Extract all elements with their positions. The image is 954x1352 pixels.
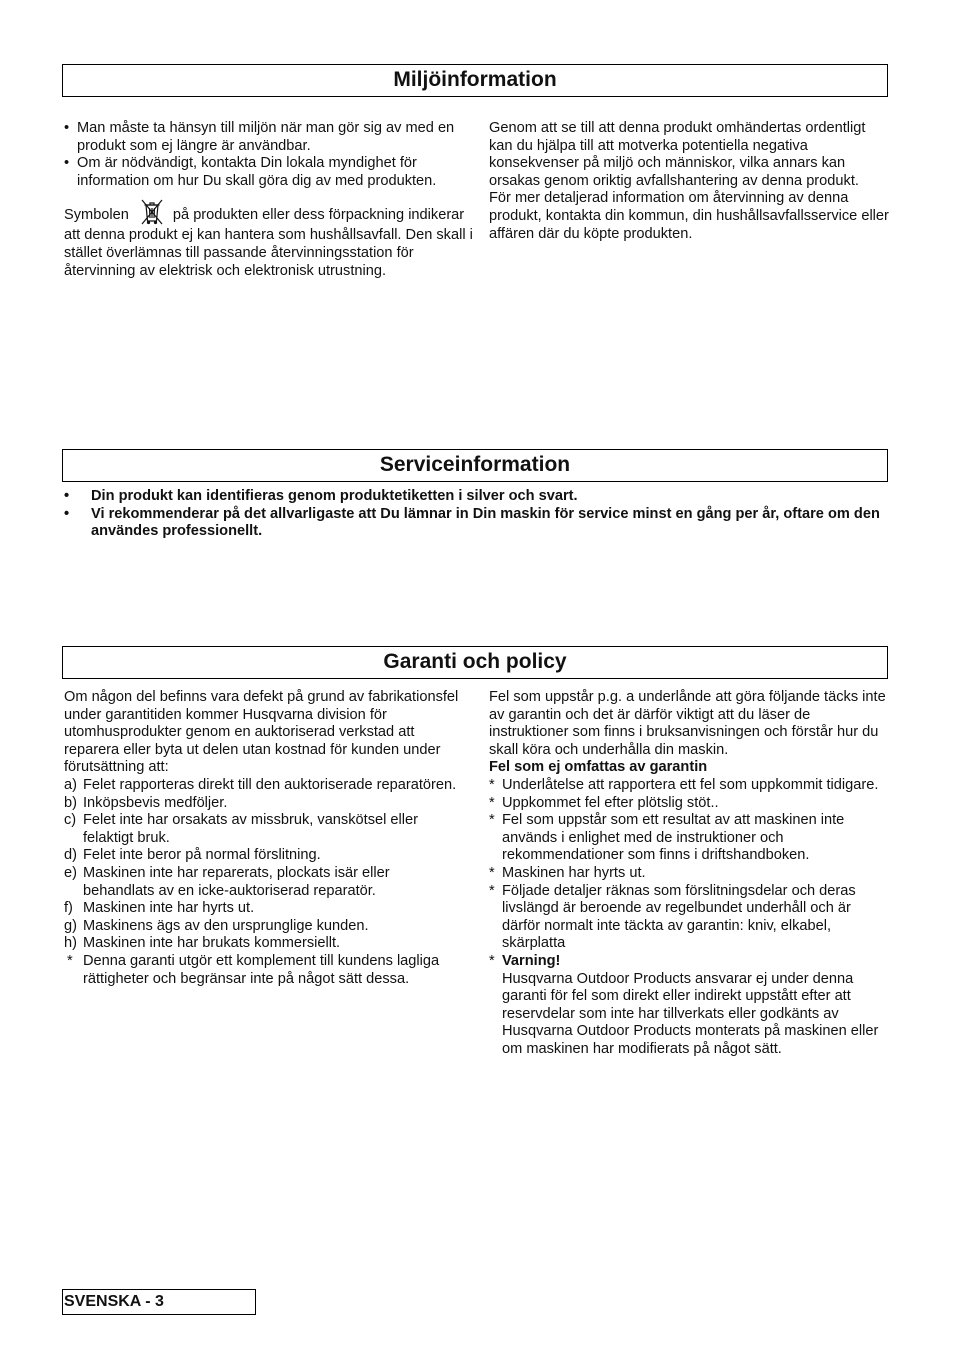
warranty-exclusion: * Underlåtelse att rapportera ett fel som uppkommit tidigare. — [489, 776, 879, 793]
warning-text: Husqvarna Outdoor Products ansvarar ej under denna garanti för fel som direkt eller indirekt uppstått efter att reservdelar som inte har tillverkats eller godkänts av Husqvarna Outdoor Products monterats på maskinen eller om maskinen har modifierats på något sätt. — [502, 970, 879, 1057]
env-right-column — [489, 120, 889, 243]
warranty-condition: c) Felet inte har orsakats av missbruk, vanskötsel eller felaktigt bruk. — [64, 812, 418, 846]
service-bullet: • Vi rekommenderar på det allvarligaste att Du lämnar in Din maskin för service minst en gång per år, oftare om den användes professionellt. — [64, 505, 880, 540]
env-paragraph: För mer detaljerad information om återvinning av denna produkt, kontakta din kommun, din hushållsavfallsservice eller affären där du köpte produkten. — [489, 190, 889, 242]
warranty-exclusion: * Maskinen har hyrts ut. — [489, 864, 646, 881]
warranty-intro: Om någon del befinns vara defekt på grund av fabrikationsfel under garantitiden kommer Husqvarna division för utomhusprodukter genom en auktoriserad verkstad att reparera eller byta ut delen utan kostnad för kunden under förutsättning att: — [64, 689, 459, 776]
env-symbol-paragraph: Symbolen på produkten eller dess förpackning indikerar att denna produkt ej kan hantera som hushållsavfall. Den skall i stället överlämnas till passande återvinningsstation för återvinning av elektrisk och elektronisk utrustning. — [64, 197, 474, 280]
warranty-condition: f) Maskinen inte har hyrts ut. — [64, 900, 255, 917]
env-bullet: • Om är nödvändigt, kontakta Din lokala myndighet för information om hur Du skall göra dig av med produkten. — [64, 155, 437, 189]
service-section-title: Serviceinformation — [62, 449, 888, 482]
warranty-condition: g) Maskinens ägs av den ursprunglige kunden. — [64, 917, 369, 934]
warranty-right-column — [489, 689, 889, 1058]
warranty-note: * Denna garanti utgör ett komplement till kundens lagliga rättigheter och begränsar inte på något sätt dessa. — [67, 952, 440, 987]
warranty-condition: h) Maskinen inte har brukats kommersiellt. — [64, 935, 341, 952]
warranty-warning: * Varning! Husqvarna Outdoor Products ansvarar ej under denna garanti för fel som direkt eller indirekt uppstått efter att reservdelar som inte har tillverkats eller godkänts av Husqvarna Outdoor Products monterats på maskinen eller om maskinen har modifierats på något sätt. — [489, 952, 879, 1057]
warranty-section-title: Garanti och policy — [62, 646, 888, 679]
warranty-exclusion: * Uppkommet fel efter plötslig stöt.. — [489, 794, 719, 811]
warranty-condition: a) Felet rapporteras direkt till den auktoriserade reparatören. — [64, 776, 457, 793]
page-label: SVENSKA - 3 — [62, 1289, 256, 1315]
crossed-bin-icon — [137, 197, 167, 227]
warranty-condition: b) Inköpsbevis medföljer. — [64, 794, 228, 811]
warranty-left-column — [64, 689, 464, 988]
warranty-exclusions-heading: Fel som ej omfattas av garantin — [489, 759, 708, 776]
service-list — [64, 488, 884, 541]
warranty-exclusion: * Fel som uppstår som ett resultat av att maskinen inte används i enlighet med de instruktioner och rekommendationer som finns i driftshandboken. — [489, 812, 845, 864]
env-bullet: • Man måste ta hänsyn till miljön när man gör sig av med en produkt som ej längre är användbar. — [64, 120, 455, 154]
service-bullet: • Din produkt kan identifieras genom produktetiketten i silver och svart. — [64, 488, 578, 504]
warranty-exclusion: * Följade detaljer räknas som förslitningsdelar och deras livslängd är beroende av regelbundet underhåll och är därför normalt inte täckta av garantin: kniv, elkabel, skärplatta — [489, 882, 856, 952]
warning-label: Varning! — [502, 952, 561, 969]
warranty-condition: e) Maskinen inte har reparerats, plockats isär eller behandlats av en icke-auktoriserad reparatör. — [64, 864, 390, 899]
env-section-title: Miljöinformation — [62, 64, 888, 97]
warranty-condition: d) Felet inte beror på normal förslitning. — [64, 847, 321, 864]
warranty-exclusions-intro: Fel som uppstår p.g. a underlånde att göra följande täcks inte av garantin och det är därför viktigt att du läser de instruktioner som finns i bruksanvisningen och förstår hur du skall köra och underhålla din maskin. — [489, 689, 886, 758]
env-left-column — [64, 120, 474, 280]
env-paragraph: Genom att se till att denna produkt omhändertas ordentligt kan du hjälpa till att motverka potentiella negativa konsekvenser på miljö och människor, vilka annars kan orsakas genom oriktig avfallshantering av denna produkt. — [489, 120, 866, 189]
